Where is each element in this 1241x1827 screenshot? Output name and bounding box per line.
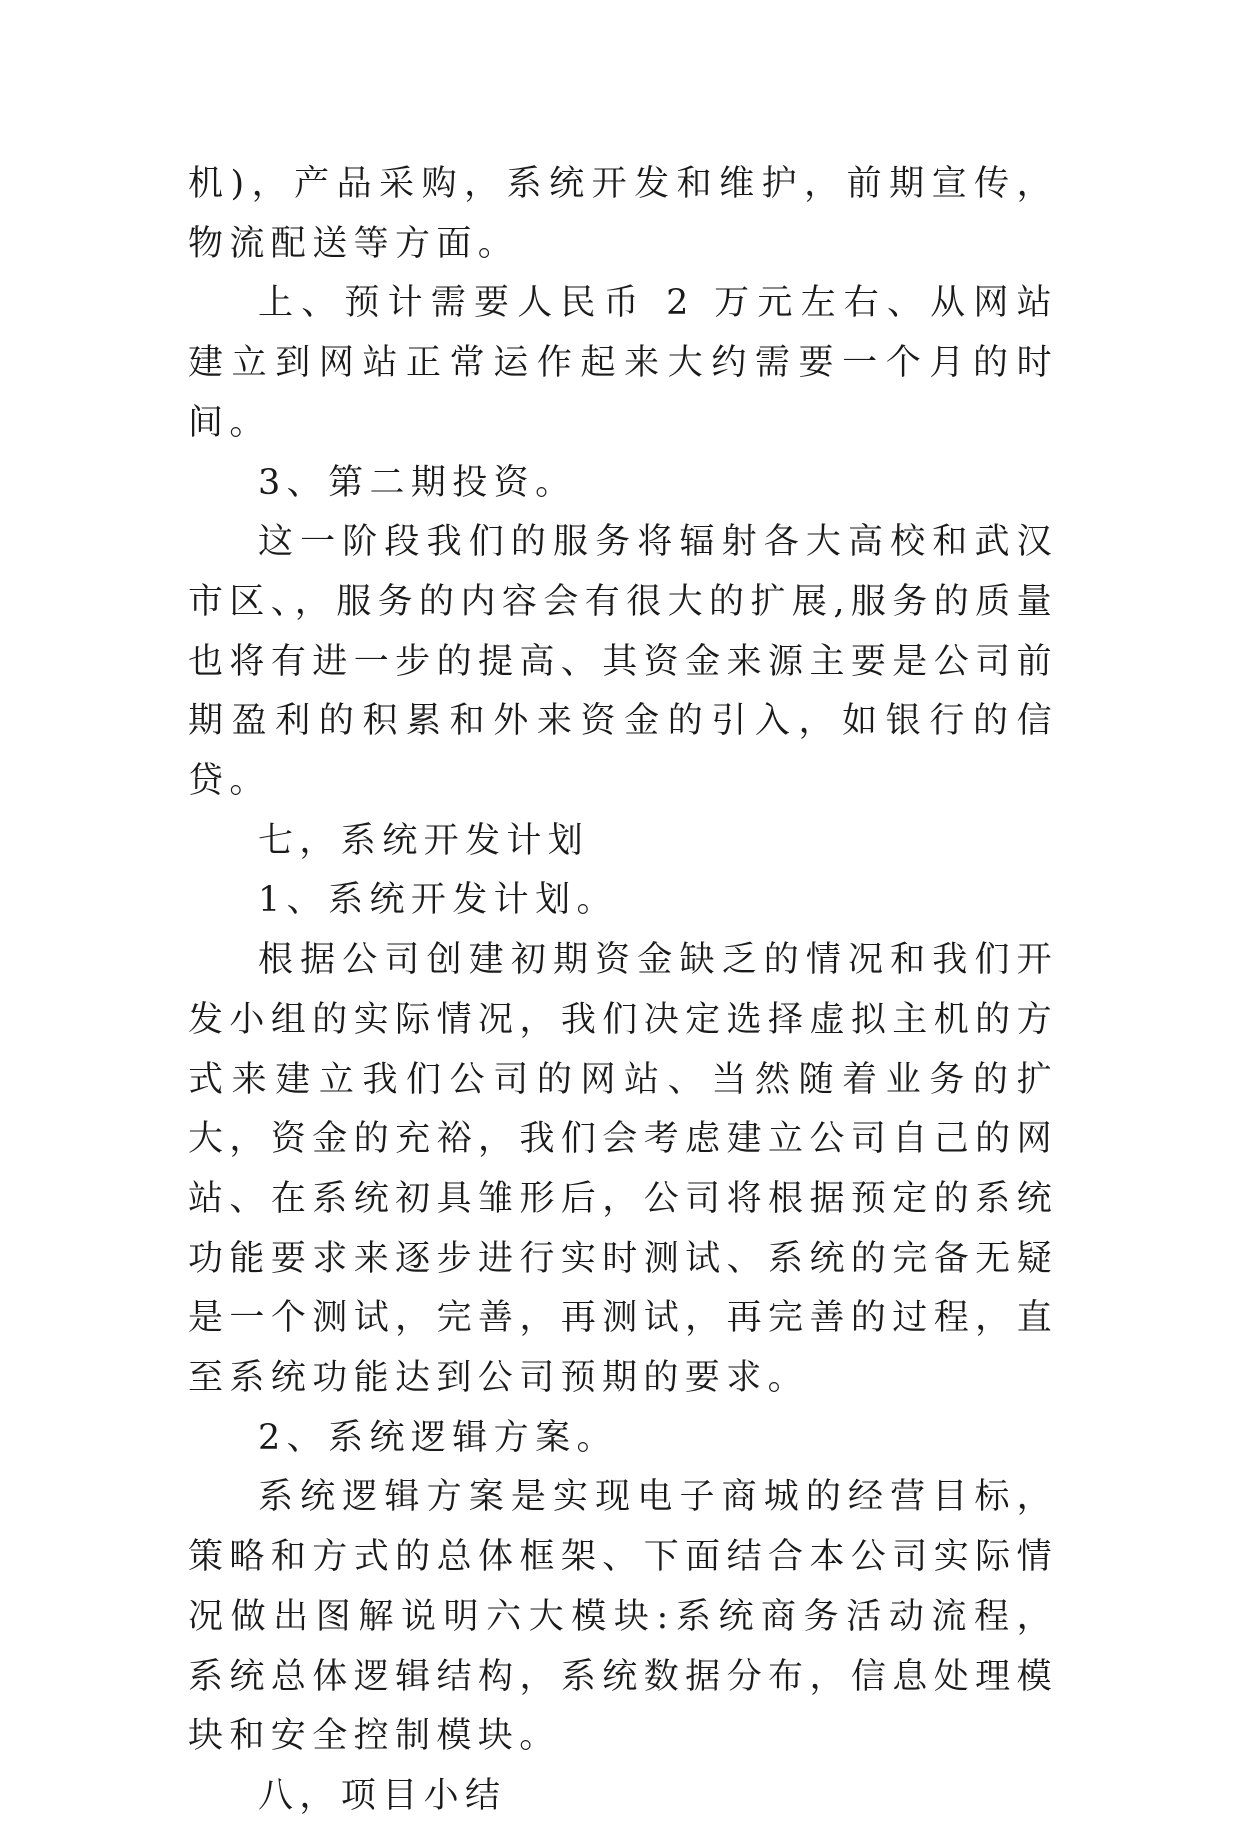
paragraph-logic-scheme: 系统逻辑方案是实现电子商城的经营目标，策略和方式的总体框架、下面结合本公司实际情况做出图解说明六大模块:系统商务活动流程，系统总体逻辑结构，系统数据分布，信息处理模块和安全控制模块。 xyxy=(188,1477,1058,1757)
paragraph-budget: 上、预计需要人民币 2 万元左右、从网站建立到网站正常运作起来大约需要一个月的时间。 xyxy=(188,283,1058,443)
heading-section-seven: 七，系统开发计划 xyxy=(258,820,590,861)
heading-phase-two-investment: 3、第二期投资。 xyxy=(258,462,577,503)
paragraph-continuation: 机)，产品采购，系统开发和维护，前期宣传，物流配送等方面。 xyxy=(188,164,1058,264)
paragraph-dev-plan: 根据公司创建初期资金缺乏的情况和我们开发小组的实际情况，我们决定选择虚拟主机的方式来建立我们公司的网站、当然随着业务的扩大，资金的充裕，我们会考虑建立公司自己的网站、在系统初具雏形后，公司将根据预定的系统功能要求来逐步进行实时测试、系统的完备无疑是一个测试，完善，再测试，再完善的过程，直至系统功能达到公司预期的要求。 xyxy=(188,940,1058,1399)
heading-logic-scheme: 2、系统逻辑方案。 xyxy=(258,1417,618,1458)
heading-dev-plan: 1、系统开发计划。 xyxy=(258,880,618,921)
heading-section-eight: 八，项目小结 xyxy=(258,1775,507,1816)
paragraph-phase-two: 这一阶段我们的服务将辐射各大高校和武汉市区、，服务的内容会有很大的扩展,服务的质量也将有进一步的提高、其资金来源主要是公司前期盈利的积累和外来资金的引入，如银行的信贷。 xyxy=(188,522,1058,802)
document-body xyxy=(188,155,1058,1827)
